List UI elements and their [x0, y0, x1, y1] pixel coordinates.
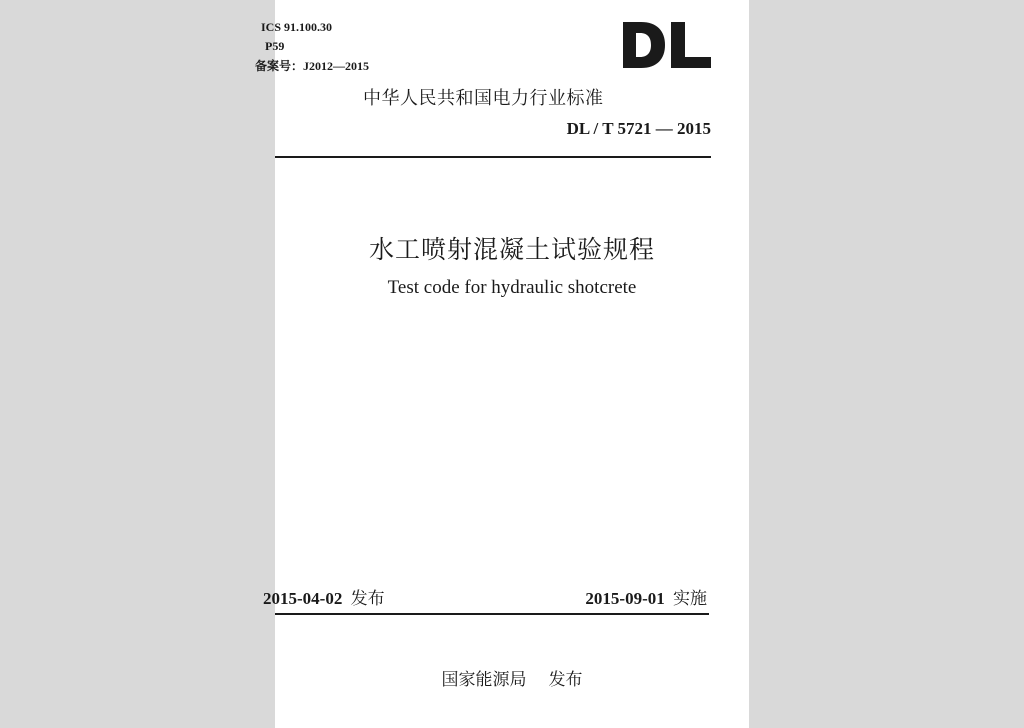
standard-number: DL / T 5721 — 2015	[566, 119, 711, 138]
issue-date-value: 2015-04-02	[263, 589, 343, 608]
publisher-name: 国家能源局	[441, 670, 527, 690]
publisher	[275, 665, 749, 690]
dl-logo	[623, 22, 711, 68]
implementation-date	[585, 584, 707, 609]
document-page	[255, 0, 749, 728]
ics-code: ICS 91.100.30	[261, 20, 333, 34]
document-title-cn: 水工喷射混凝土试验规程	[368, 235, 655, 264]
issue-label: 发布	[350, 589, 385, 609]
implementation-date-value: 2015-09-01	[585, 589, 665, 608]
implementation-label: 实施	[673, 589, 707, 609]
publisher-label: 发布	[548, 670, 583, 690]
industry-standard-title: 中华人民共和国电力行业标准	[363, 88, 604, 109]
document-title-en: Test code for hydraulic shotcrete	[387, 277, 637, 298]
header-rule	[275, 156, 711, 158]
filing-number: 备案号：J2012—2015	[255, 59, 370, 73]
footer-rule	[275, 613, 709, 615]
issue-date	[263, 584, 385, 609]
classification-code: P59	[265, 39, 285, 53]
